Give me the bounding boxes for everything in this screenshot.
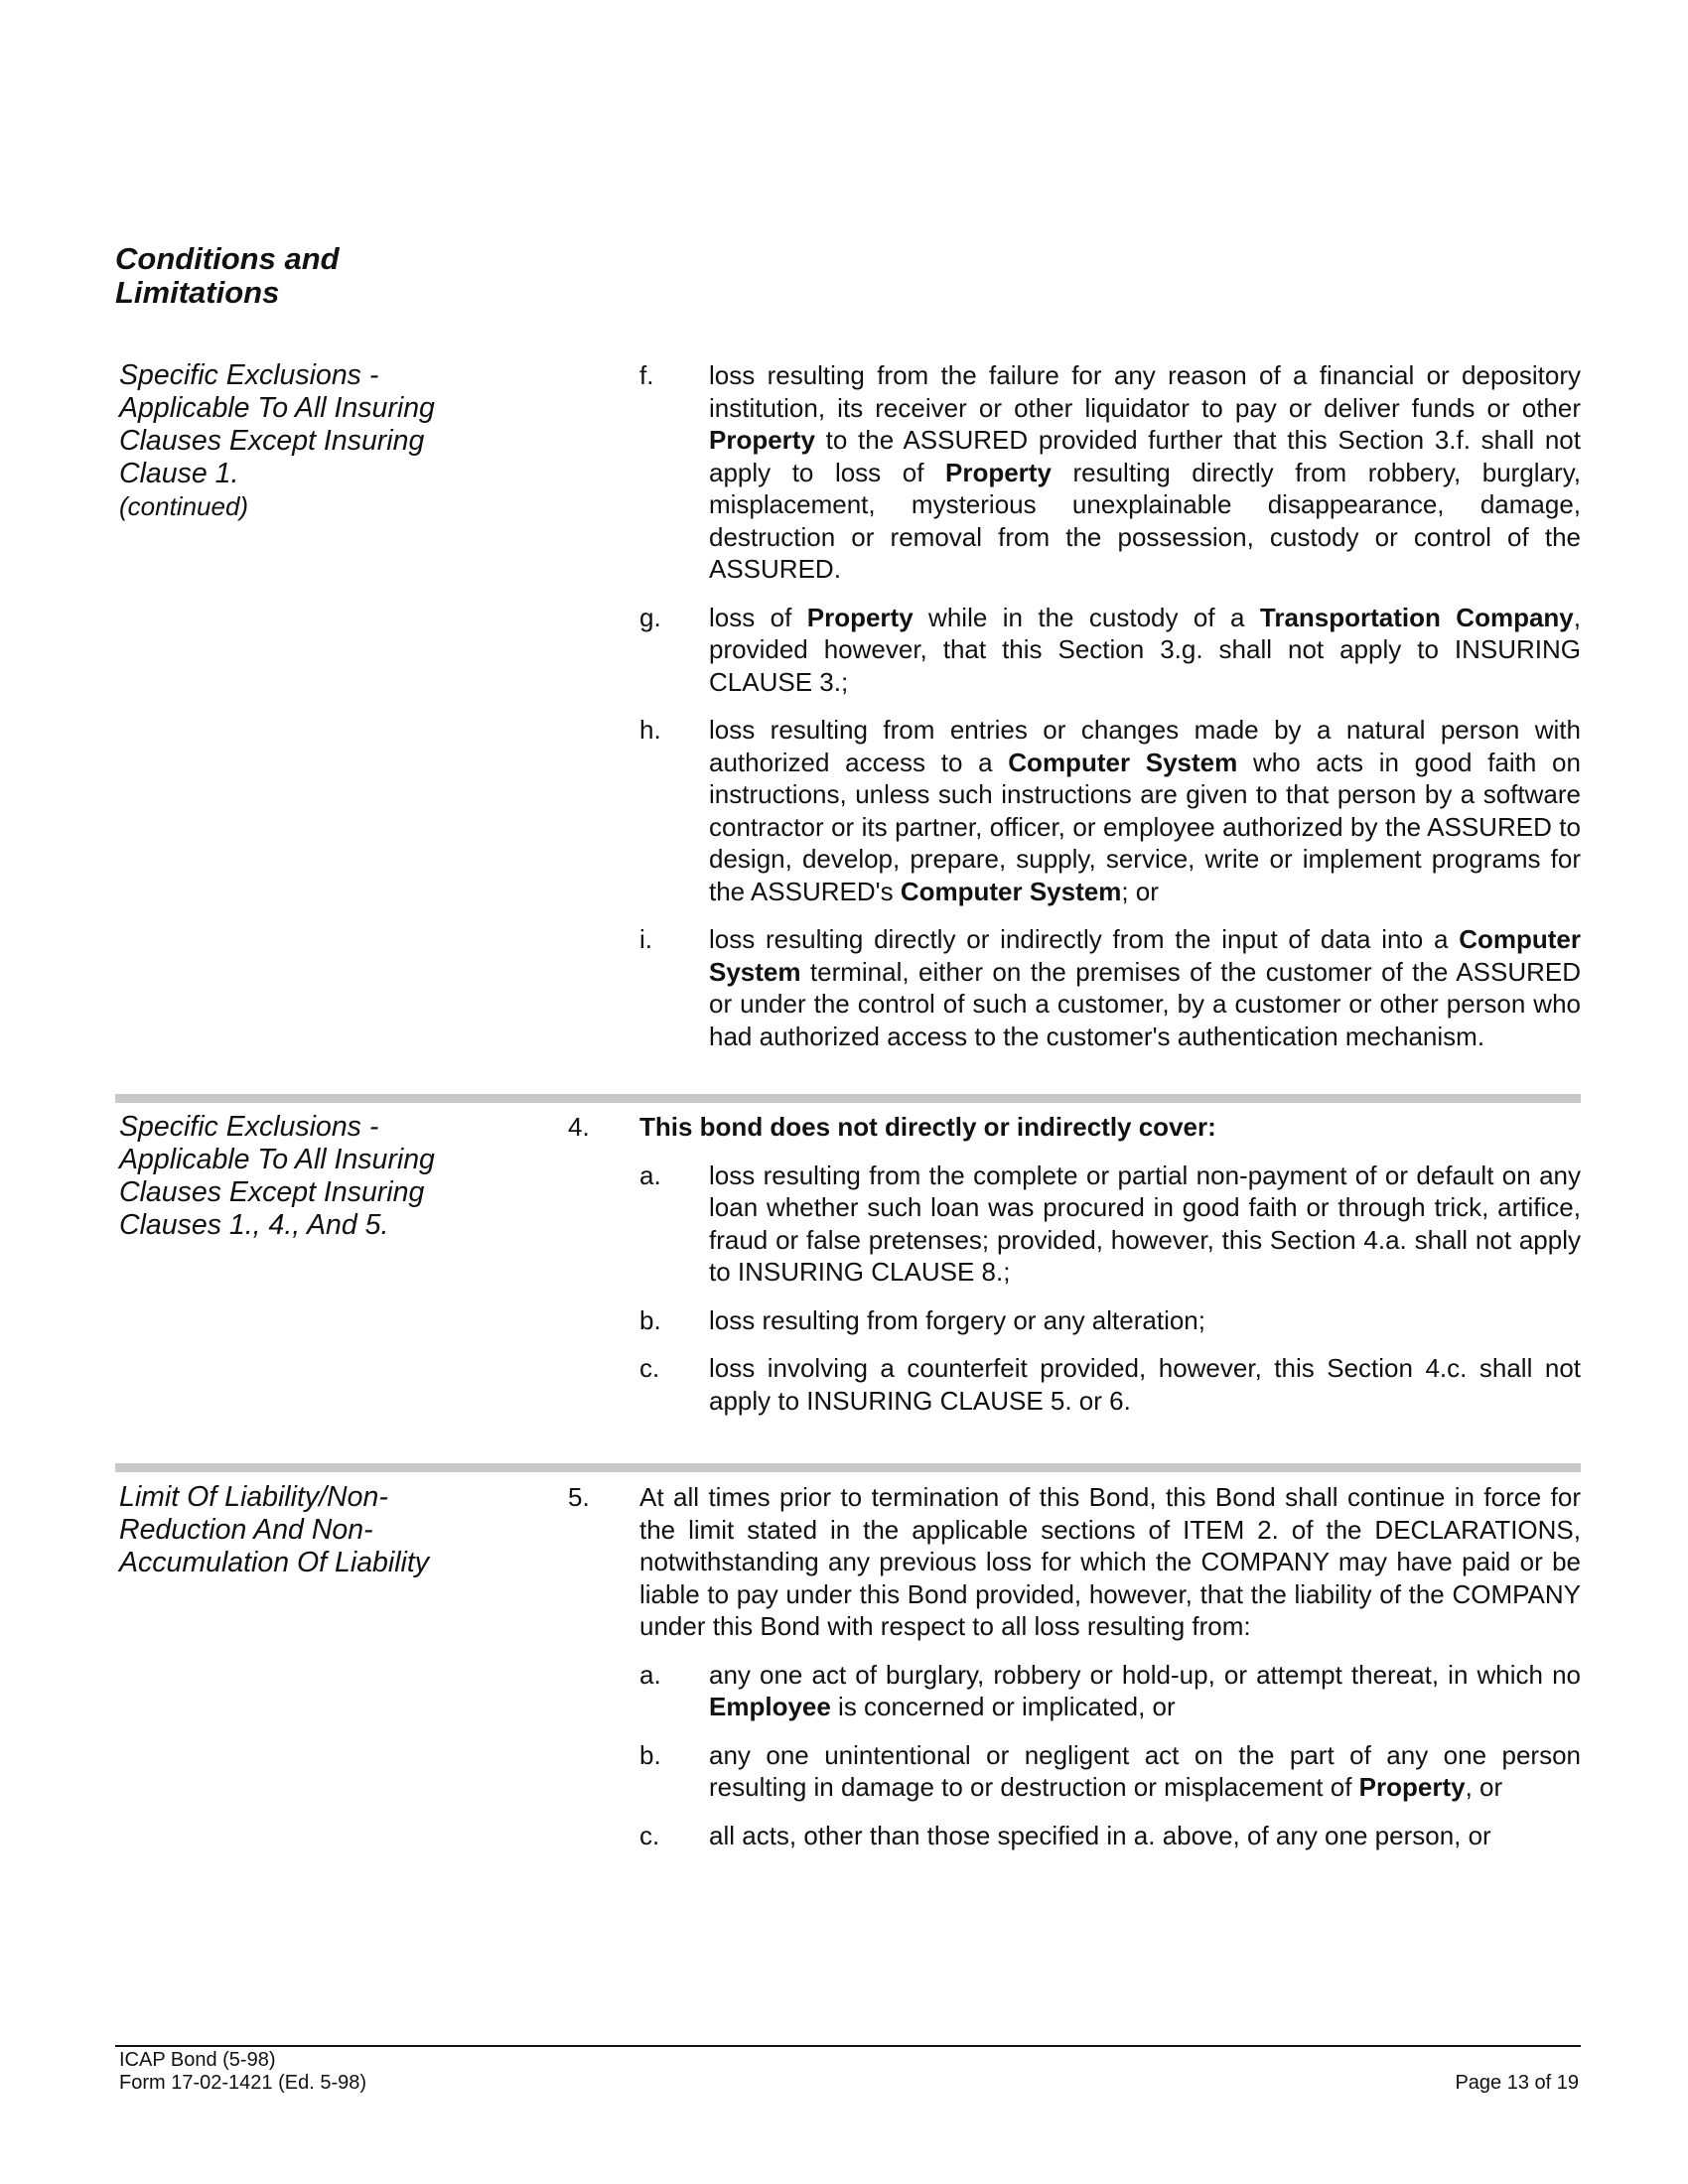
section-5: [115, 1481, 1581, 1867]
section-4-body: [568, 1111, 1581, 1417]
item-letter: a.: [639, 1659, 661, 1690]
list-item: [568, 1739, 1581, 1804]
section-4-lead: This bond does not directly or indirectly cover:: [639, 1112, 1216, 1142]
item-letter: h.: [639, 715, 661, 745]
footer-form-number: Form 17-02-1421 (Ed. 5-98): [119, 2072, 367, 2094]
item-letter: c.: [639, 1353, 660, 1383]
list-item: [568, 359, 1581, 586]
section-divider: [115, 1463, 1581, 1472]
section-3-body: [568, 359, 1581, 1052]
list-item: [568, 923, 1581, 1052]
item-text: loss involving a counterfeit provided, however, this Section 4.c. shall not apply to INSURING CLAUSE 5. or 6.: [709, 1353, 1581, 1416]
item-text: loss resulting from the failure for any reason of a financial or depository institution, its receiver or other liquidator to pay or deliver funds or other Property to the ASSURED provided further that this Section 3.f. shall not apply to loss of Property resulting directly from robbery, burglary, misplacement, mysterious unexplainable disappearance, damage, destruction or removal from the possession, custody or control of the ASSURED.: [709, 360, 1581, 584]
item-letter: c.: [639, 1820, 660, 1850]
continued-label: (continued): [119, 491, 249, 521]
section-5-side-title: Limit Of Liability/Non- Reduction And Non- Accumulation Of Liability: [119, 1481, 430, 1578]
heading-line-1: Conditions and: [115, 241, 340, 276]
list-item: [568, 714, 1581, 907]
list-item: [568, 1659, 1581, 1723]
item-letter: a.: [639, 1160, 661, 1190]
item-text: loss resulting directly or indirectly from the input of data into a Computer System terminal, either on the premises of the customer of the ASSURED or under the control of such a customer, by a customer or other person who had authorized access to the customer's authentication mechanism.: [709, 924, 1581, 1051]
footer-form-name: ICAP Bond (5-98): [119, 2049, 276, 2071]
item-text: all acts, other than those specified in a. above, of any one person, or: [709, 1820, 1491, 1850]
item-letter: g.: [639, 602, 661, 632]
page-footer: [119, 2049, 1581, 2095]
heading-line-2: Limitations: [115, 275, 280, 310]
page-number: Page 13 of 19: [1455, 2072, 1579, 2094]
list-item: [568, 1820, 1581, 1852]
item-letter: b.: [639, 1739, 661, 1770]
section-3-continued: [115, 359, 1581, 1068]
list-item: [568, 1160, 1581, 1289]
item-text: loss resulting from forgery or any alteration;: [709, 1304, 1205, 1335]
list-item: [568, 602, 1581, 699]
item-text: any one act of burglary, robbery or hold-up, or attempt thereat, in which no Employee is concerned or implicated, or: [709, 1659, 1581, 1721]
section-number: 5.: [568, 1482, 590, 1512]
list-item: [568, 1304, 1581, 1337]
item-text: loss resulting from the complete or partial non-payment of or default on any loan whether such loan was procured in good faith or through trick, artifice, fraud or false pretenses; provided, however, this Section 4.a. shall not apply to INSURING CLAUSE 8.;: [709, 1160, 1581, 1287]
section-3-side-title: Specific Exclusions - Applicable To All Insuring Clauses Except Insuring Clause 1. (continued): [119, 359, 477, 523]
section-number: 4.: [568, 1112, 590, 1142]
document-page: [115, 241, 1581, 1850]
section-5-lead: At all times prior to termination of this Bond, this Bond shall continue in force for the limit stated in the applicable sections of ITEM 2. of the DECLARATIONS, notwithstanding any previous loss for which the COMPANY may have paid or be liable to pay under this Bond provided, however, that the liability of the COMPANY under this Bond with respect to all loss resulting from:: [639, 1482, 1581, 1641]
section-4-side-title: Specific Exclusions - Applicable To All Insuring Clauses Except Insuring Clauses 1., 4., And 5.: [119, 1111, 435, 1241]
item-letter: f.: [639, 360, 654, 390]
page-heading: [115, 242, 413, 310]
item-text: loss resulting from entries or changes made by a natural person with authorized access to a Computer System who acts in good faith on instructions, unless such instructions are given to that person by a software contractor or its partner, officer, or employee authorized by the ASSURED to design, develop, prepare, supply, service, write or implement programs for the ASSURED's Computer System; or: [709, 715, 1581, 906]
item-letter: i.: [639, 924, 652, 954]
list-item: [568, 1352, 1581, 1417]
item-text: loss of Property while in the custody of a Transportation Company, provided however, that this Section 3.g. shall not apply to INSURING CLAUSE 3.;: [709, 602, 1581, 697]
item-letter: b.: [639, 1304, 661, 1335]
section-5-body: [568, 1481, 1581, 1851]
section-4: [115, 1111, 1581, 1433]
item-text: any one unintentional or negligent act on the part of any one person resulting in damage to or destruction or misplacement of Property, or: [709, 1739, 1581, 1802]
footer-divider: [115, 2045, 1581, 2047]
section-divider: [115, 1094, 1581, 1103]
